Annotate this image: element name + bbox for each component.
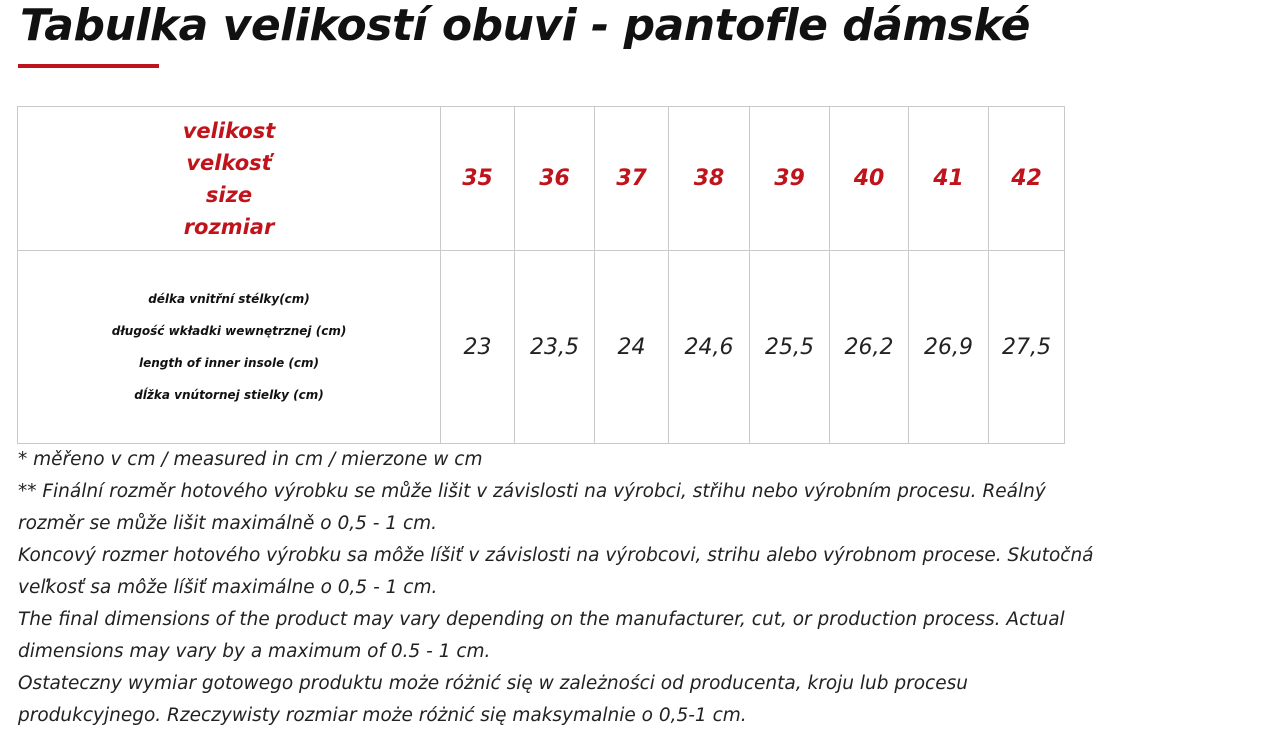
- footnote-line: The final dimensions of the product may vary depending on the manufacturer, cut, or production process. Actual: [18, 609, 1065, 630]
- length-label-line: dĺžka vnútornej stielky (cm): [134, 388, 324, 402]
- length-cell-39: 25,5: [750, 251, 830, 444]
- length-cell-36: 23,5: [515, 251, 595, 444]
- length-cell-40: 26,2: [830, 251, 909, 444]
- size-label-cell: [18, 107, 441, 251]
- footnote-line: rozměr se může lišit maximálně o 0,5 - 1 cm.: [18, 513, 438, 534]
- size-cell-42: 42: [989, 107, 1065, 251]
- size-cell-37: 37: [595, 107, 669, 251]
- length-cell-38: 24,6: [669, 251, 750, 444]
- size-label: [18, 115, 440, 243]
- length-label-line: length of inner insole (cm): [139, 356, 319, 370]
- length-cell-37: 24: [595, 251, 669, 444]
- size-cell-41: 41: [909, 107, 989, 251]
- size-row: [18, 107, 1065, 251]
- length-cell-41: 26,9: [909, 251, 989, 444]
- length-label-line: długość wkładki wewnętrznej (cm): [111, 324, 347, 338]
- insole-length-row: [18, 251, 1065, 444]
- size-cell-38: 38: [669, 107, 750, 251]
- footnote-line: produkcyjnego. Rzeczywisty rozmiar może różnić się maksymalnie o 0,5-1 cm.: [18, 705, 747, 726]
- title-underline: [18, 64, 159, 68]
- footnote-line: veľkosť sa môže líšiť maximálne o 0,5 - 1 cm.: [18, 577, 438, 598]
- length-cell-35: 23: [441, 251, 515, 444]
- length-label-cell: [18, 251, 441, 444]
- length-cell-42: 27,5: [989, 251, 1065, 444]
- footnote-line: Ostateczny wymiar gotowego produktu może różnić się w zależności od producenta, kroju lub procesu: [18, 673, 968, 694]
- footnote-line: Koncový rozmer hotového výrobku sa môže líšiť v závislosti na výrobcovi, strihu alebo výrobnom procese. Skutočná: [18, 545, 1094, 566]
- footnote-line: dimensions may vary by a maximum of 0.5 - 1 cm.: [18, 641, 491, 662]
- size-table: [17, 106, 1065, 444]
- size-cell-39: 39: [750, 107, 830, 251]
- footnote-line: ** Finální rozměr hotového výrobku se může lišit v závislosti na výrobci, střihu nebo výrobním procesu. Reálný: [18, 481, 1046, 502]
- length-label: [18, 283, 440, 411]
- page-title: Tabulka velikostí obuvi - pantofle dámské: [20, 0, 1031, 51]
- footnote-line: * měřeno v cm / measured in cm / mierzone w cm: [18, 449, 483, 470]
- footnotes: [18, 444, 1280, 732]
- size-label-line: velikost: [182, 118, 276, 143]
- size-cell-36: 36: [515, 107, 595, 251]
- size-label-line: rozmiar: [183, 214, 275, 239]
- size-label-line: size: [205, 182, 253, 207]
- size-label-line: velkosť: [186, 150, 272, 175]
- length-label-line: délka vnitřní stélky(cm): [148, 292, 310, 306]
- size-cell-35: 35: [441, 107, 515, 251]
- size-cell-40: 40: [830, 107, 909, 251]
